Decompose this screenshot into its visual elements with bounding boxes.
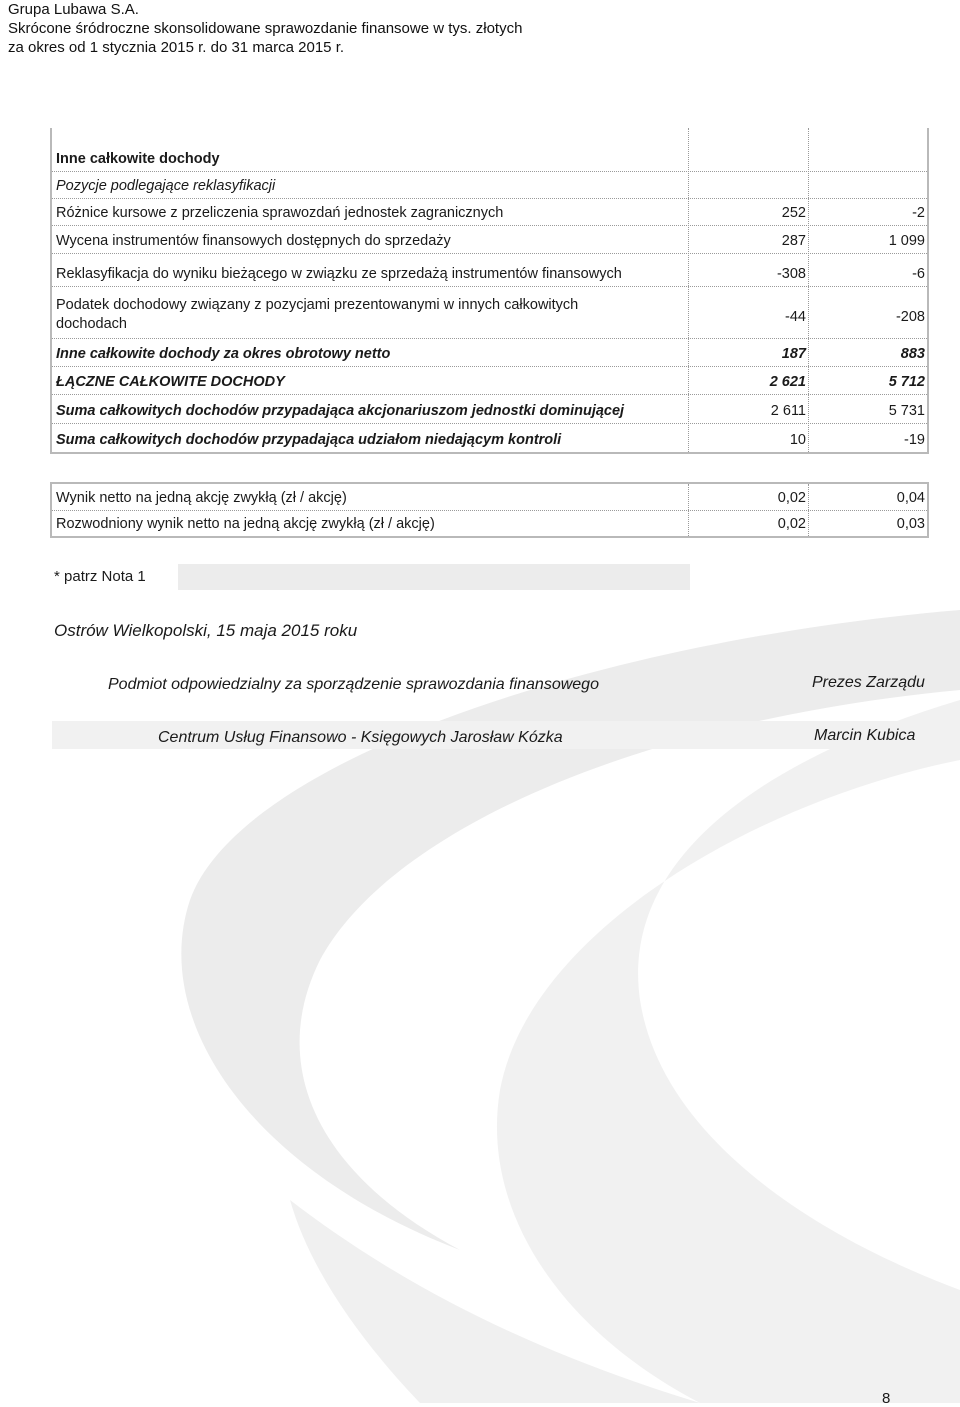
earnings-per-share-table bbox=[50, 482, 929, 538]
signatory-role: Prezes Zarządu bbox=[812, 674, 925, 691]
table-row: Inne całkowite dochody bbox=[52, 128, 927, 172]
table-row: Pozycje podlegające reklasyfikacji bbox=[52, 172, 927, 199]
preparer-role: Podmiot odpowiedzialny za sporządzenie sprawozdania finansowego bbox=[108, 676, 599, 693]
report-period: za okres od 1 stycznia 2015 r. do 31 marca 2015 r. bbox=[8, 39, 345, 56]
company-name: Grupa Lubawa S.A. bbox=[8, 1, 139, 18]
table-row: Inne całkowite dochody za okres obrotowy netto 187 883 bbox=[52, 339, 927, 367]
page-number: 8 bbox=[882, 1390, 891, 1407]
table-row: Wynik netto na jedną akcję zwykłą (zł / akcję) 0,02 0,04 bbox=[52, 484, 927, 511]
table-row: Suma całkowitych dochodów przypadająca akcjonariuszom jednostki dominującej 2 611 5 731 bbox=[52, 395, 927, 424]
table-row: Suma całkowitych dochodów przypadająca udziałom niedającym kontroli 10 -19 bbox=[56, 432, 925, 448]
signatory-name: Marcin Kubica bbox=[814, 727, 916, 744]
table-row: Reklasyfikacja do wyniku bieżącego w związku ze sprzedażą instrumentów finansowych -308 -6 bbox=[52, 254, 927, 287]
footnote: * patrz Nota 1 bbox=[54, 568, 146, 585]
preparer-name: Centrum Usług Finansowo - Księgowych Jarosław Kózka bbox=[158, 729, 563, 746]
place-and-date: Ostrów Wielkopolski, 15 maja 2015 roku bbox=[54, 621, 358, 640]
table-row: Różnice kursowe z przeliczenia sprawozdań jednostek zagranicznych 252 -2 bbox=[52, 199, 927, 226]
table-row: Wycena instrumentów finansowych dostępnych do sprzedaży 287 1 099 bbox=[52, 226, 927, 254]
comprehensive-income-table bbox=[50, 128, 929, 454]
document-header bbox=[8, 0, 522, 57]
footnote-shading bbox=[178, 564, 690, 590]
table-row: Podatek dochodowy związany z pozycjami prezentowanymi w innych całkowitych dochodach -44 -208 bbox=[52, 287, 927, 339]
table-row: Rozwodniony wynik netto na jedną akcję zwykłą (zł / akcję) 0,02 0,03 bbox=[56, 516, 925, 532]
table-row: ŁĄCZNE CAŁKOWITE DOCHODY 2 621 5 712 bbox=[52, 367, 927, 395]
report-title: Skrócone śródroczne skonsolidowane sprawozdanie finansowe w tys. złotych bbox=[8, 20, 523, 37]
